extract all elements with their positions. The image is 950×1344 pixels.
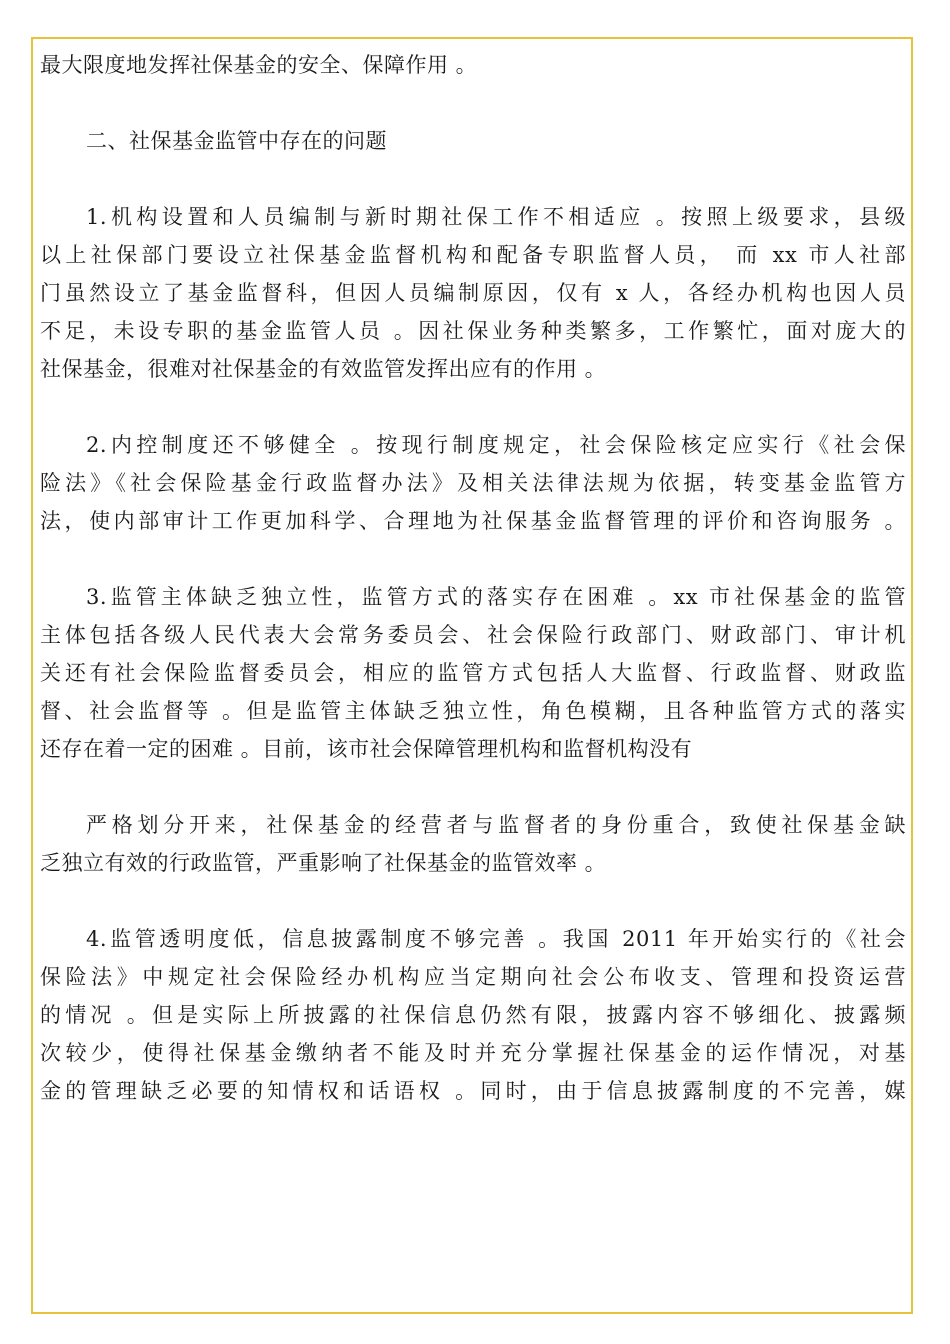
paragraph-line: 不足，未设专职的基金监管人员 。因社保业务种类繁多，工作繁忙，面对庞大的 xyxy=(40,319,906,343)
paragraph-line: 门虽然设立了基金监督科，但因人员编制原因，仅有 x 人，各经办机构也因人员 xyxy=(40,281,906,305)
paragraph-line: 1.机构设置和人员编制与新时期社保工作不相适应 。按照上级要求，县级 xyxy=(86,205,906,229)
paragraph-line: 乏独立有效的行政监管，严重影响了社保基金的监管效率 。 xyxy=(40,851,607,875)
paragraph-gap xyxy=(40,160,906,198)
paragraph-line: 险法》《社会保险基金行政监督办法》及相关法律法规为依据，转变基金监管方 xyxy=(40,471,906,495)
paragraph-line: 保险法》中规定社会保险经办机构应当定期向社会公布收支、管理和投资运营 xyxy=(40,965,906,989)
paragraph-gap xyxy=(40,768,906,806)
paragraph-line: 次较少，使得社保基金缴纳者不能及时并充分掌握社保基金的运作情况，对基 xyxy=(40,1041,906,1065)
paragraph-gap xyxy=(40,540,906,578)
paragraph-line: 金的管理缺乏必要的知情权和话语权 。同时，由于信息披露制度的不完善，媒 xyxy=(40,1079,906,1103)
paragraph-line: 还存在着一定的困难 。目前，该市社会保障管理机构和监督机构没有 xyxy=(40,737,693,761)
section-heading: 二、社保基金监管中存在的问题 xyxy=(86,129,387,153)
paragraph-gap xyxy=(40,84,906,122)
document-body xyxy=(40,46,906,1110)
paragraph-line: 社保基金，很难对社保基金的有效监管发挥出应有的作用 。 xyxy=(40,357,607,381)
paragraph-line: 主体包括各级人民代表大会常务委员会、社会保险行政部门、财政部门、审计机 xyxy=(40,623,906,647)
paragraph-line: 最大限度地发挥社保基金的安全、保障作用 。 xyxy=(40,53,478,77)
paragraph-line: 4.监管透明度低，信息披露制度不够完善 。我国 2011 年开始实行的《社会 xyxy=(86,927,906,951)
paragraph-line: 2.内控制度还不够健全 。按现行制度规定，社会保险核定应实行《社会保 xyxy=(86,433,906,457)
paragraph-line: 3.监管主体缺乏独立性，监管方式的落实存在困难 。xx 市社保基金的监管 xyxy=(86,585,906,609)
paragraph-line: 督、社会监督等 。但是监管主体缺乏独立性，角色模糊，且各种监管方式的落实 xyxy=(40,699,906,723)
paragraph-gap xyxy=(40,882,906,920)
paragraph-line: 法，使内部审计工作更加科学、合理地为社保基金监督管理的评价和咨询服务 。 xyxy=(40,509,906,533)
paragraph-line: 以上社保部门要设立社保基金监督机构和配备专职监督人员， 而 xx 市人社部 xyxy=(40,243,906,267)
paragraph-line: 关还有社会保险监督委员会，相应的监管方式包括人大监督、行政监督、财政监 xyxy=(40,661,906,685)
paragraph-line: 严格划分开来，社保基金的经营者与监督者的身份重合，致使社保基金缺 xyxy=(86,813,906,837)
paragraph-line: 的情况 。但是实际上所披露的社保信息仍然有限，披露内容不够细化、披露频 xyxy=(40,1003,906,1027)
paragraph-gap xyxy=(40,388,906,426)
